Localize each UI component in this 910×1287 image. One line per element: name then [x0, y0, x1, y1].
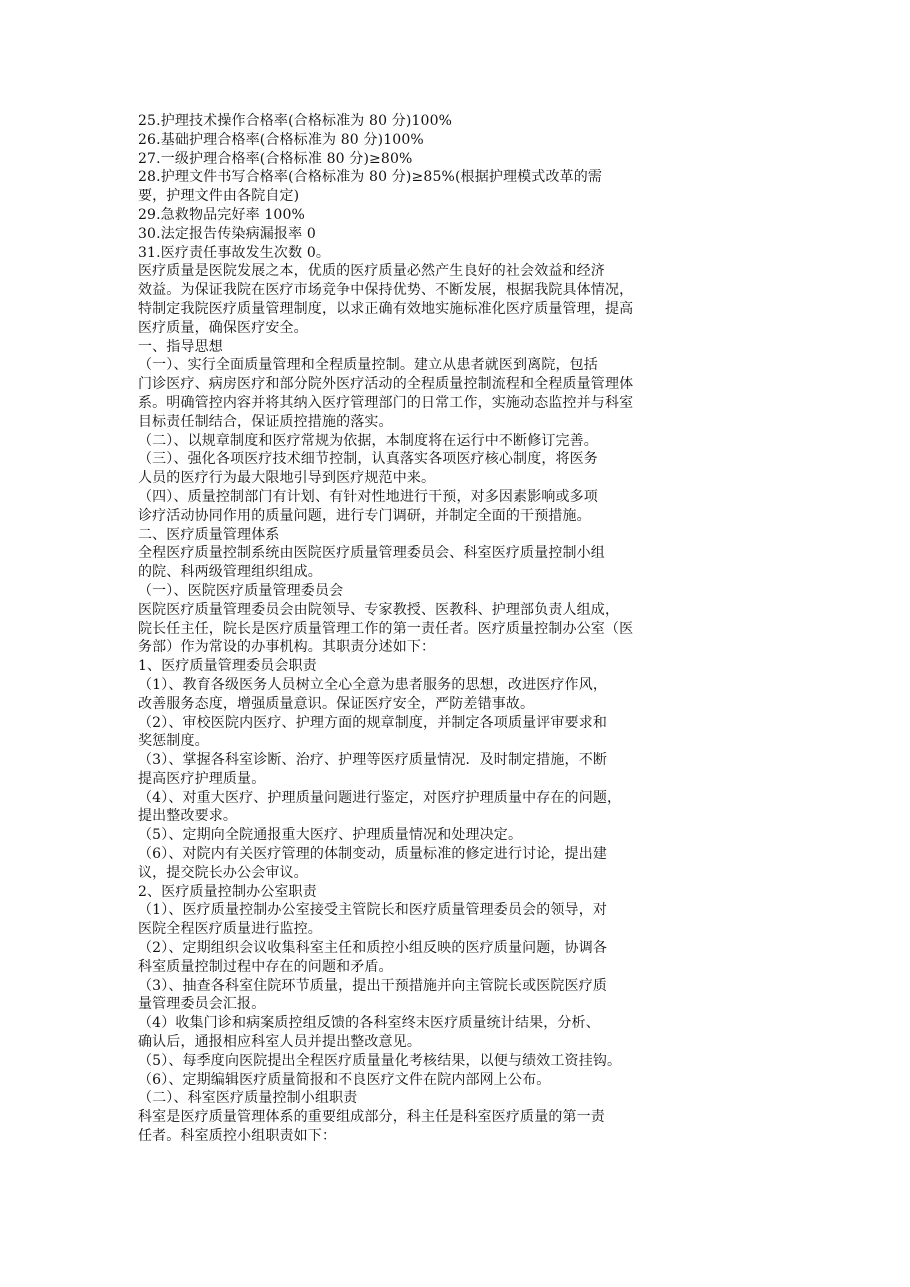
- text-line: （四）、质量控制部门有计划、有针对性地进行干预，对多因素影响或多项: [138, 488, 598, 505]
- text-line: 25.护理技术操作合格率(合格标准为 80 分)100%: [138, 113, 453, 129]
- text-line: （1）、医疗质量控制办公室接受主管院长和医疗质量管理委员会的领导，对: [138, 902, 608, 919]
- text-line: 议，提交院长办公会审议。: [138, 864, 308, 881]
- text-line: 二、医疗质量管理体系: [138, 526, 280, 543]
- text-line: （5）、定期向全院通报重大医疗、护理质量情况和处理决定。: [138, 827, 523, 844]
- text-line: 务部）作为常设的办事机构。其职责分述如下：: [138, 639, 436, 656]
- text-line: 2、医疗质量控制办公室职责: [138, 883, 317, 900]
- text-line: 量管理委员会汇报。: [138, 996, 266, 1013]
- text-line: （3）、掌握各科室诊断、治疗、护理等医疗质量情况．及时制定措施，不断: [138, 752, 608, 769]
- text-line: 改善服务态度，增强质量意识。保证医疗安全，严防差错事故。: [138, 695, 535, 712]
- text-line: 效益。为保证我院在医疗市场竞争中保持优势、不断发展，根据我院具体情况，: [138, 282, 634, 299]
- text-line: （3）、抽查各科室住院环节质量，提出干预措施并向主管院长或医院医疗质: [138, 977, 608, 994]
- text-line: （一）、实行全面质量管理和全程质量控制。建立从患者就医到离院，包括: [138, 357, 598, 374]
- text-line: （5）、每季度向医院提出全程医疗质量量化考核结果，以便与绩效工资挂钩。: [138, 1052, 622, 1069]
- text-line: 医疗质量是医院发展之本，优质的医疗质量必然产生良好的社会效益和经济: [138, 263, 605, 280]
- text-line: 科室是医疗质量管理体系的重要组成部分，科主任是科室医疗质量的第一责: [138, 1109, 605, 1126]
- text-line: （2）、审校医院内医疗、护理方面的规章制度，并制定各项质量评审要求和: [138, 714, 608, 731]
- text-line: 任者。科室质控小组职责如下：: [138, 1128, 337, 1145]
- text-line: 门诊医疗、病房医疗和部分院外医疗活动的全程质量控制流程和全程质量管理体: [138, 376, 634, 393]
- text-line: 奖惩制度。: [138, 733, 209, 750]
- text-line: 28.护理文件书写合格率(合格标准为 80 分)≥85%(根据护理模式改革的需: [138, 169, 603, 186]
- text-line: 一、指导思想: [138, 338, 223, 355]
- text-line: 系。明确管控内容并将其纳入医疗管理部门的日常工作，实施动态监控并与科室: [138, 394, 634, 411]
- text-line: （2）、定期组织会议收集科室主任和质控小组反映的医疗质量问题，协调各: [138, 940, 608, 957]
- text-line: 31.医疗责任事故发生次数 0。: [138, 244, 331, 261]
- text-line: 医院医疗质量管理委员会由院领导、专家教授、医教科、护理部负责人组成，: [138, 601, 620, 618]
- text-line: （二）、科室医疗质量控制小组职责: [138, 1090, 358, 1107]
- text-line: （三）、强化各项医疗技术细节控制，认真落实各项医疗核心制度，将医务: [138, 451, 598, 468]
- text-line: 的院、科两级管理组织组成。: [138, 564, 322, 581]
- text-line: 27.一级护理合格率(合格标准 80 分)≥80%: [138, 150, 413, 167]
- text-line: （6）、定期编辑医疗质量简报和不良医疗文件在院内部网上公布。: [138, 1071, 551, 1088]
- text-line: 科室质量控制过程中存在的问题和矛盾。: [138, 958, 393, 975]
- text-line: 要，护理文件由各院自定): [138, 188, 300, 205]
- document-body: [138, 112, 718, 1146]
- text-line: （6）、对院内有关医疗管理的体制变动，质量标准的修定进行讨论，提出建: [138, 846, 608, 863]
- text-line: 人员的医疗行为最大限地引导到医疗规范中来。: [138, 470, 436, 487]
- text-line: 全程医疗质量控制系统由医院医疗质量管理委员会、科室医疗质量控制小组: [138, 545, 605, 562]
- text-line: 26.基础护理合格率(合格标准为 80 分)100%: [138, 131, 424, 148]
- text-line: 特制定我院医疗质量管理制度，以求正确有效地实施标准化医疗质量管理，提高: [138, 300, 634, 317]
- text-line: 医疗质量，确保医疗安全。: [138, 319, 308, 336]
- text-line: 确认后，通报相应科室人员并提出整改意见。: [138, 1034, 421, 1051]
- text-line: 提出整改要求。: [138, 808, 238, 825]
- text-line: 目标责任制结合，保证质控措施的落实。: [138, 413, 393, 430]
- text-line: 29.急救物品完好率 100%: [138, 206, 305, 223]
- text-line: 30.法定报告传染病漏报率 0: [138, 225, 316, 242]
- text-line: （一）、医院医疗质量管理委员会: [138, 582, 344, 599]
- text-line: 医院全程医疗质量进行监控。: [138, 921, 322, 938]
- text-line: （二）、以规章制度和医疗常规为依据，本制度将在运行中不断修订完善。: [138, 432, 598, 449]
- text-line: 诊疗活动协同作用的质量问题，进行专门调研，并制定全面的干预措施。: [138, 507, 591, 524]
- text-line: 1、医疗质量管理委员会职责: [138, 658, 317, 675]
- text-line: （1）、教育各级医务人员树立全心全意为患者服务的思想，改进医疗作风，: [138, 676, 608, 693]
- text-line: 提高医疗护理质量。: [138, 770, 266, 787]
- text-line: 院长任主任，院长是医疗质量管理工作的第一责任者。医疗质量控制办公室（医: [138, 620, 634, 637]
- text-line: （4）收集门诊和病案质控组反馈的各科室终末医疗质量统计结果，分析、: [138, 1015, 600, 1032]
- text-line: （4）、对重大医疗、护理质量问题进行鉴定，对医疗护理质量中存在的问题，: [138, 789, 622, 806]
